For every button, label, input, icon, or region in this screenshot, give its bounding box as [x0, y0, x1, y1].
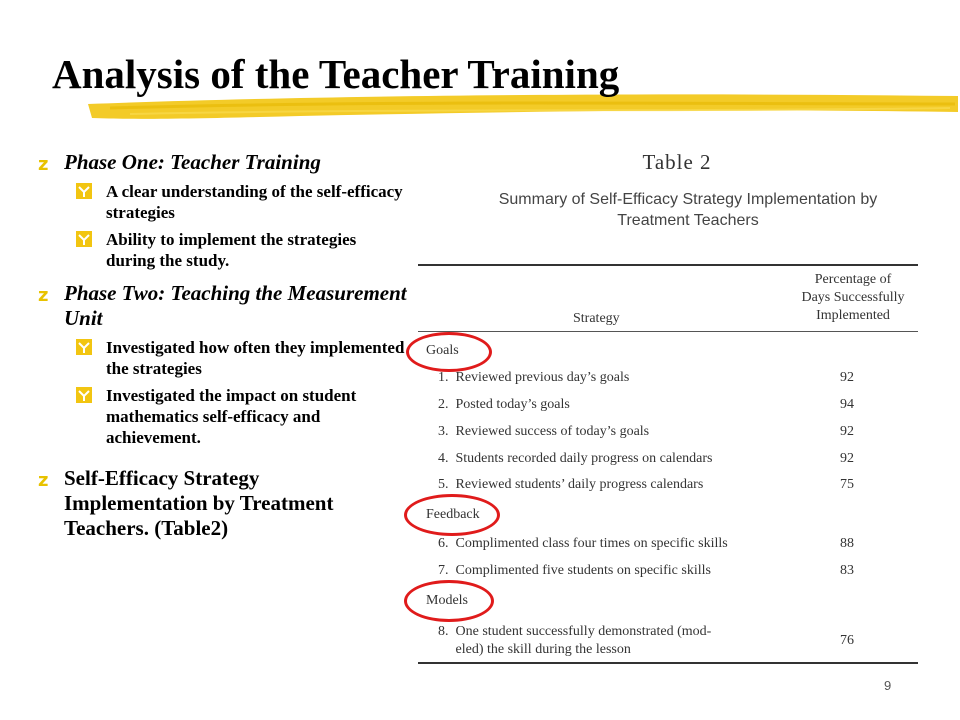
bullet-text: Phase One: Teacher Training — [64, 150, 321, 174]
bullet-phase-two — [38, 281, 408, 331]
table-row — [438, 370, 918, 386]
bullet-text: Self-Efficacy Strategy Implementation by Treatment Teachers. (Table2) — [64, 466, 334, 540]
bullet-table-ref — [38, 466, 408, 541]
table-caption-line: Summary of Self-Efficacy Strategy Implementation by — [498, 191, 878, 208]
row-value: 76 — [840, 633, 854, 648]
row-value: 75 — [840, 477, 854, 492]
table-title: Table 2 — [642, 150, 712, 174]
table-row — [438, 536, 918, 552]
bullet-text: Phase Two: Teaching the Measurement Unit — [64, 281, 407, 330]
row-number: 6. — [438, 536, 449, 551]
bullet-marker-icon: z — [38, 154, 49, 175]
row-number: 4. — [438, 451, 449, 466]
table-row — [438, 563, 918, 579]
row-number: 3. — [438, 424, 449, 439]
bullet-marker-icon: z — [38, 470, 49, 491]
table-header-rule — [418, 331, 918, 332]
row-value: 92 — [840, 451, 854, 466]
sub-bullet-marker-icon — [76, 387, 92, 403]
column-header-line: Implemented — [816, 308, 890, 323]
row-number: 1. — [438, 370, 449, 385]
table-row — [438, 397, 918, 413]
table-panel — [418, 150, 918, 657]
row-strategy: Students recorded daily progress on calendars — [455, 451, 713, 466]
row-number: 8. — [438, 624, 449, 639]
bullet-phase-one — [38, 150, 408, 175]
sub-bullet — [38, 385, 408, 448]
row-strategy: One student successfully demonstrated (mod- — [455, 624, 712, 639]
bullet-group-phase-two — [38, 281, 408, 448]
row-value: 92 — [840, 370, 854, 385]
row-value: 83 — [840, 563, 854, 578]
column-header-line: Percentage of — [814, 272, 892, 287]
table-caption-line: Treatment Teachers — [617, 212, 759, 229]
bullet-group-table-ref — [38, 466, 408, 541]
sub-bullet-text: A clear understanding of the self-efficacy strategies — [106, 182, 403, 222]
sub-bullet-marker-icon — [76, 231, 92, 247]
highlight-circle — [404, 494, 500, 536]
row-strategy: Posted today’s goals — [455, 397, 570, 412]
sub-bullet — [38, 229, 408, 271]
row-strategy: Reviewed previous day’s goals — [455, 370, 630, 385]
highlight-circle — [404, 580, 494, 622]
table-caption — [458, 189, 918, 231]
row-value: 92 — [840, 424, 854, 439]
section-label-feedback: Feedback — [426, 507, 480, 522]
table-bottom-rule — [418, 662, 918, 664]
row-strategy: Complimented class four times on specific skills — [455, 536, 728, 551]
sub-bullet-marker-icon — [76, 183, 92, 199]
bullet-list — [38, 150, 408, 551]
bullet-marker-icon: z — [38, 285, 49, 306]
column-header-strategy: Strategy — [573, 311, 620, 326]
sub-bullet-marker-icon — [76, 339, 92, 355]
sub-bullet-text: Ability to implement the strategies during the study. — [106, 230, 357, 270]
row-number: 2. — [438, 397, 449, 412]
row-strategy-continued: eled) the skill during the lesson — [455, 642, 631, 657]
row-strategy: Reviewed students’ daily progress calendars — [455, 477, 704, 492]
bullet-group-phase-one — [38, 150, 408, 271]
page-number: 9 — [884, 678, 892, 693]
sub-bullet — [38, 181, 408, 223]
table-top-rule — [418, 264, 918, 266]
sub-bullet — [38, 337, 408, 379]
row-strategy: Reviewed success of today’s goals — [455, 424, 650, 439]
sub-bullet-text: Investigated the impact on student mathematics self-efficacy and achievement. — [106, 386, 357, 447]
column-header-percentage — [788, 271, 918, 325]
row-strategy: Complimented five students on specific skills — [455, 563, 711, 578]
column-header-line: Days Successfully — [801, 290, 905, 305]
slide-title: Analysis of the Teacher Training — [52, 51, 620, 97]
section-label-goals: Goals — [426, 343, 459, 358]
row-number: 5. — [438, 477, 449, 492]
table-row — [438, 424, 918, 440]
table-row — [438, 477, 918, 493]
section-label-models: Models — [426, 593, 468, 608]
sub-bullet-text: Investigated how often they implemented the strategies — [106, 338, 405, 378]
table-row — [438, 451, 918, 467]
row-value: 94 — [840, 397, 854, 412]
row-value: 88 — [840, 536, 854, 551]
row-number: 7. — [438, 563, 449, 578]
highlight-circle — [406, 332, 492, 372]
